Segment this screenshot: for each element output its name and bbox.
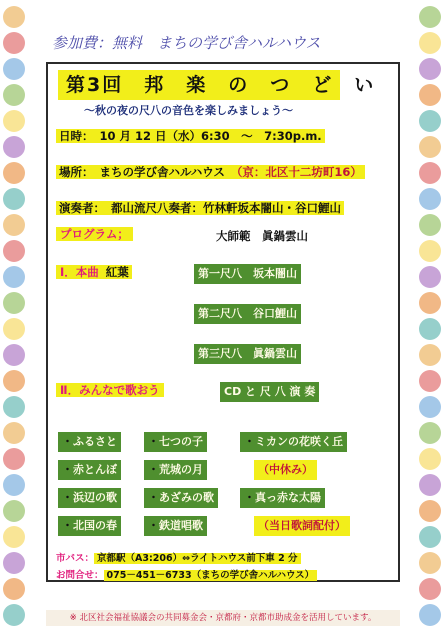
child-figure (419, 240, 441, 262)
child-figure (3, 500, 25, 522)
child-figure (419, 370, 441, 392)
event-title: 第3回 邦 楽 の つ ど い (58, 70, 340, 100)
child-figure (3, 110, 25, 132)
performers-value-2: 大師範 眞鍋雲山 (216, 229, 308, 243)
access-value: 京都駅（A3:206）⇔ライトハウス前下車 2 分 (94, 553, 301, 564)
part1-item: 第一尺八 坂本闇山 (194, 264, 301, 284)
child-figure (419, 6, 441, 28)
event-subtitle: ～秋の夜の尺八の音色を楽しみましょう～ (84, 104, 293, 117)
child-figure (3, 136, 25, 158)
funding-note: ※ 北区社会福祉協議会の共同募金会・京都府・京都市助成金を活用しています。 (46, 610, 400, 626)
child-figure (3, 526, 25, 548)
song-item: ・ふるさと (58, 432, 121, 452)
child-figure (3, 448, 25, 470)
child-figure (419, 526, 441, 548)
child-figure (3, 370, 25, 392)
child-figure (3, 344, 25, 366)
lyrics-note: （当日歌詞配付） (254, 516, 350, 536)
song-item: ・浜辺の歌 (58, 488, 121, 508)
part2-label: Ⅱ．みんなで歌おう (56, 383, 164, 397)
child-figure (419, 292, 441, 314)
flyer-board (46, 62, 400, 582)
border-children-right (416, 0, 444, 640)
program-label: プログラム； (56, 227, 133, 241)
song-item: ・北国の春 (58, 516, 121, 536)
part1-title: 紅葉 (103, 265, 132, 279)
child-figure (419, 162, 441, 184)
performers-row (56, 198, 344, 218)
child-figure (419, 110, 441, 132)
song-item: ・七つの子 (144, 432, 207, 452)
song-item: ・赤とんぼ (58, 460, 121, 480)
child-figure (3, 240, 25, 262)
part2-note: CD と 尺 八 演 奏 (220, 382, 319, 402)
song-item: ・真っ赤な太陽 (240, 488, 325, 508)
venue-label: 場所： (56, 165, 97, 179)
child-figure (3, 188, 25, 210)
child-figure (3, 162, 25, 184)
datetime-row (56, 126, 325, 146)
child-figure (419, 58, 441, 80)
performers-value: 都山流尺八奏者：竹林軒坂本闇山・谷口鯉山 (108, 201, 344, 215)
child-figure (3, 604, 25, 626)
song-item: ・あざみの歌 (144, 488, 218, 508)
child-figure (3, 58, 25, 80)
song-item: ・ミカンの花咲く丘 (240, 432, 347, 452)
child-figure (419, 318, 441, 340)
child-figure (3, 84, 25, 106)
child-figure (3, 266, 25, 288)
child-figure (419, 552, 441, 574)
child-figure (3, 422, 25, 444)
contact-value: 075－451－6733（まちの学び舎ハルハウス） (104, 570, 318, 581)
child-figure (3, 578, 25, 600)
venue-address: （京：北区十二坊町16） (228, 165, 365, 179)
venue-value: まちの学び舎ハルハウス (97, 165, 228, 179)
song-item: ・鉄道唱歌 (144, 516, 207, 536)
part2-row (56, 380, 164, 400)
part1-row (56, 262, 132, 282)
child-figure (3, 396, 25, 418)
child-figure (3, 214, 25, 236)
contact-label: お問合せ： (56, 570, 104, 581)
child-figure (3, 552, 25, 574)
child-figure (3, 32, 25, 54)
child-figure (3, 318, 25, 340)
performers-label: 演奏者： (56, 201, 108, 215)
border-children-left (0, 0, 28, 640)
child-figure (419, 448, 441, 470)
child-figure (3, 292, 25, 314)
child-figure (419, 136, 441, 158)
child-figure (419, 32, 441, 54)
child-figure (419, 604, 441, 626)
child-figure (419, 266, 441, 288)
access-row (56, 550, 301, 564)
child-figure (419, 188, 441, 210)
part1-label: Ⅰ．本曲 (56, 265, 103, 279)
datetime-label: 日時： (56, 129, 97, 143)
song-item: ・荒城の月 (144, 460, 207, 480)
datetime-value: 10 月 12 日（水）6:30 ～ 7:30p.m. (97, 129, 325, 143)
child-figure (419, 474, 441, 496)
fee-line: 参加費：無料 まちの学び舎ハルハウス (52, 34, 321, 52)
child-figure (419, 344, 441, 366)
part1-item: 第二尺八 谷口鯉山 (194, 304, 301, 324)
access-label: 市バス： (56, 553, 95, 564)
child-figure (419, 214, 441, 236)
child-figure (3, 474, 25, 496)
program-row (56, 224, 133, 244)
venue-row (56, 162, 365, 182)
child-figure (419, 578, 441, 600)
part1-item: 第三尺八 眞鍋雲山 (194, 344, 301, 364)
child-figure (3, 6, 25, 28)
child-figure (419, 422, 441, 444)
child-figure (419, 500, 441, 522)
child-figure (419, 396, 441, 418)
song-break: （中休み） (254, 460, 317, 480)
contact-row (56, 567, 317, 581)
child-figure (419, 84, 441, 106)
